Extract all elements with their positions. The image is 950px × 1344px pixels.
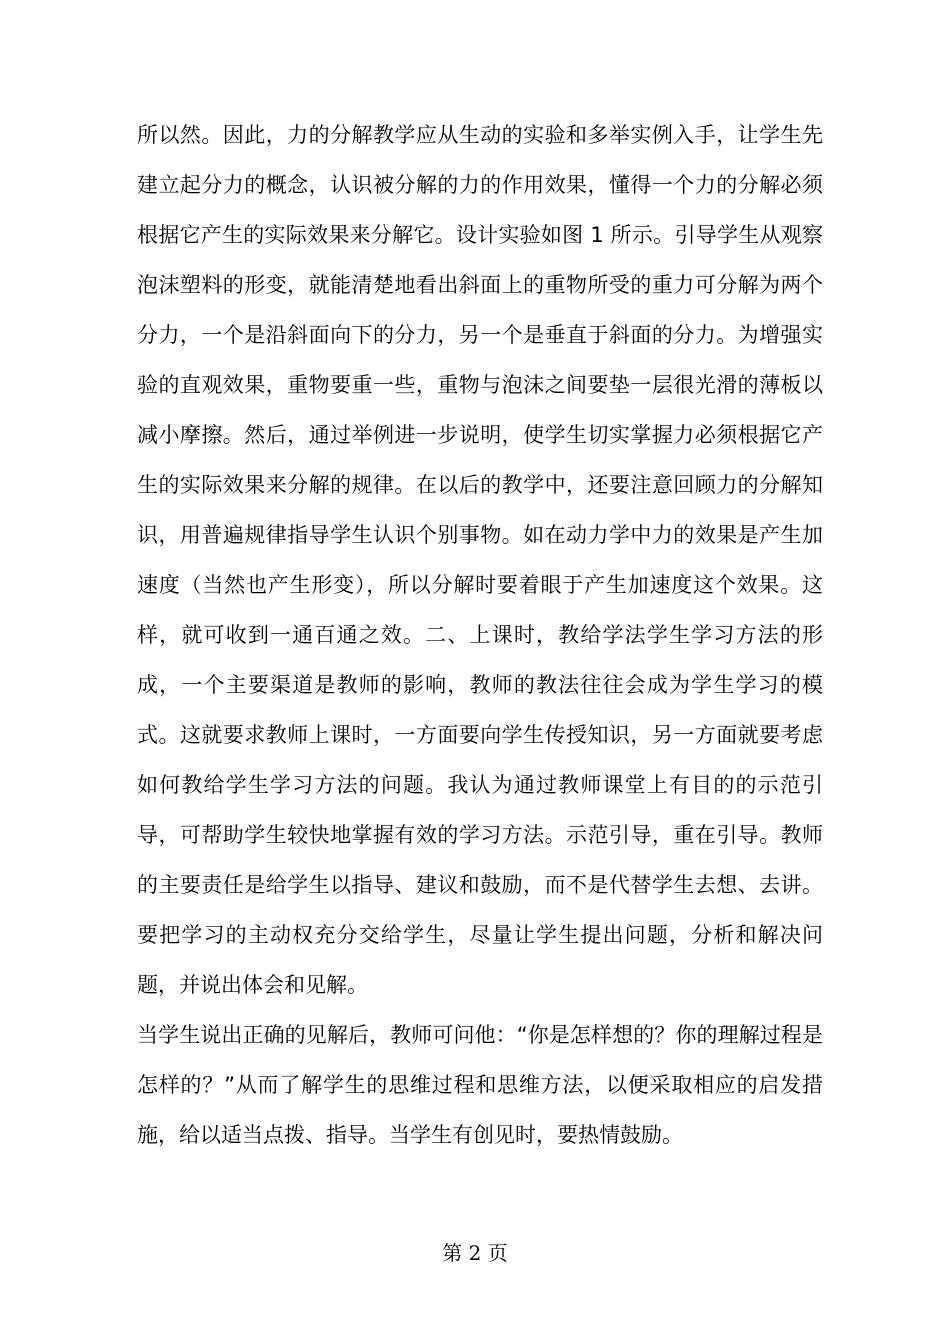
page-number: 第 2 页 (442, 1241, 508, 1265)
body-text (137, 110, 823, 1160)
paragraph: 当学生说出正确的见解后，教师可问他：“你是怎样想的？你的理解过程是怎样的？”从而了解学生的思维过程和思维方法，以便采取相应的启发措施，给以适当点拨、指导。当学生有创见时，要热情鼓励。 (137, 1023, 823, 1147)
paragraph: 所以然。因此，力的分解教学应从生动的实验和多举实例入手，让学生先建立起分力的概念，认识被分解的力的作用效果，懂得一个力的分解必须根据它产生的实际效果来分解它。设计实验如图 1 所示。引导学生从观察泡沫塑料的形变，就能清楚地看出斜面上的重物所受的重力可分解为两个分力，一个是沿斜面向下的分力，另一个是垂直于斜面的分力。为增强实验的直观效果，重物要重一些，重物与泡沫之间要垫一层很光滑的薄板以减小摩擦。然后，通过举例进一步说明，使学生切实掌握力必须根据它产生的实际效果来分解的规律。在以后的教学中，还要注意回顾力的分解知识，用普遍规律指导学生认识个别事物。如在动力学中力的效果是产生加速度（当然也产生形变），所以分解时要着眼于产生加速度这个效果。这样，就可收到一通百通之效。二、上课时，教给学法学生学习方法的形成，一个主要渠道是教师的影响，教师的教法往往会成为学生学习的模式。这就要求教师上课时，一方面要向学生传授知识，另一方面就要考虑如何教给学生学习方法的问题。我认为通过教师课堂上有目的的示范引导，可帮助学生较快地掌握有效的学习方法。示范引导，重在引导。教师的主要责任是给学生以指导、建议和鼓励，而不是代替学生去想、去讲。要把学习的主动权充分交给学生，尽量让学生提出问题，分析和解决问题，并说出体会和见解。 (137, 123, 823, 997)
